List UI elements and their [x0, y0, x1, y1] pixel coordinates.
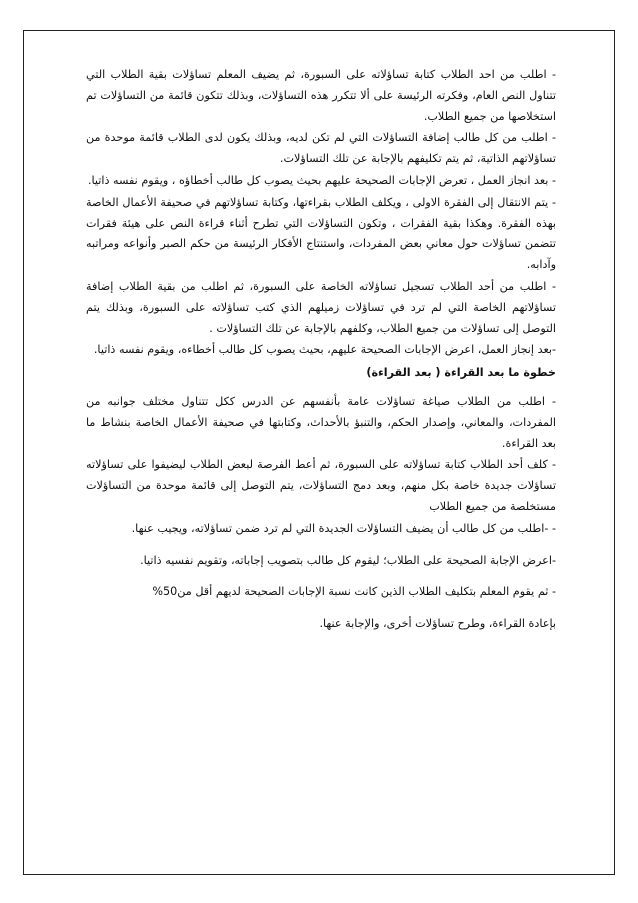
paragraph: - -اطلب من كل طالب أن يضيف التساؤلات الجديدة التي لم ترد ضمن تساؤلاته، ويجيب عنها. [131, 521, 556, 535]
paragraph: بإعادة القراءة، وطرح تساؤلات أخرى، والإجابة عنها. [319, 617, 556, 631]
document-body [86, 65, 556, 635]
paragraph: -بعد إنجاز العمل، اعرض الإجابات الصحيحة عليهم، بحيث يصوب كل طالب أخطاءه، ويقوم نفسه ذاتيا. [93, 343, 556, 357]
paragraph: - اطلب من احد الطلاب كتابة تساؤلاته على السبورة، ثم يضيف المعلم تساؤلات بقية الطلاب التي تتناول النص العام، وفكرته الرئيسة على ألا تتكرر هذه التساؤلات، وبذلك تتكون قائمة من التساؤلات تم استخلاصها من جميع الطلاب. [86, 68, 556, 123]
paragraph: - كلف أحد الطلاب كتابة تساؤلاته على السبورة، ثم أعط الفرصة لبعض الطلاب ليضيفوا على تساؤلاته تساؤلات جديدة خاصة بكل منهم، وبعد دمج التساؤلات، يتم التوصل إلى قائمة موحدة من التساؤلات مستخلصة من جميع الطلاب [86, 458, 556, 513]
paragraph: -اعرض الإجابة الصحيحة على الطلاب؛ ليقوم كل طالب بتصويب إجاباته، وتقويم نفسيه ذاتيا. [140, 553, 556, 567]
paragraph: - يتم الانتقال إلى الفقرة الاولى ، ويكلف الطلاب بقراءتها، وكتابة تساؤلاتهم في صحيفة الأعمال الخاصة بهذه الفقرة. وهكذا بقية الفقرات ، وتكون التساؤلات التي تطرح أثناء قراءة النص على هيئة فقرات تتضمن تساؤلات حول معاني بعض المفردات، واستنتاج الأفكار الرئيسة من حكم الصبر وأنواعه ومراتبه وآدابه. [86, 195, 556, 272]
section-heading: خطوة ما بعد القراءة ( بعد القراءة) [366, 366, 556, 380]
paragraph: - اطلب من كل طالب إضافة التساؤلات التي لم تكن لديه، وبذلك يكون لدى الطلاب قائمة موحدة من تساؤلاتهم الذاتية، ثم يتم تكليفهم بالإجابة عن تلك التساؤلات. [86, 131, 556, 166]
paragraph: - ثم يقوم المعلم بتكليف الطلاب الذين كانت نسبة الإجابات الصحيحة لديهم أقل من50% [152, 585, 556, 599]
paragraph: - اطلب من أحد الطلاب تسجيل تساؤلاته الخاصة على السبورة، ثم اطلب من بقية الطلاب إضافة تساؤلاتهم الخاصة التي لم ترد في تساؤلات زميلهم الذي كتب تساؤلاته على السبورة، وبذلك يتم التوصل إلى تساؤلات من جميع الطلاب، وكلفهم بالإجابة عن تلك التساؤلات . [86, 279, 556, 335]
paragraph: - اطلب من الطلاب صياغة تساؤلات عامة بأنفسهم عن الدرس ككل تتناول مختلف جوانبه من المفردات، والمعاني، وإصدار الحكم، والتنبؤ بالأحداث، وكتابتها في صحيفة الأعمال الخاصة بنشاط ما بعد القراءة. [86, 394, 556, 450]
paragraph: - بعد انجاز العمل ، تعرض الإجابات الصحيحة عليهم بحيث يصوب كل طالب أخطاؤه ، ويقوم نفسه ذاتيا. [87, 173, 556, 187]
